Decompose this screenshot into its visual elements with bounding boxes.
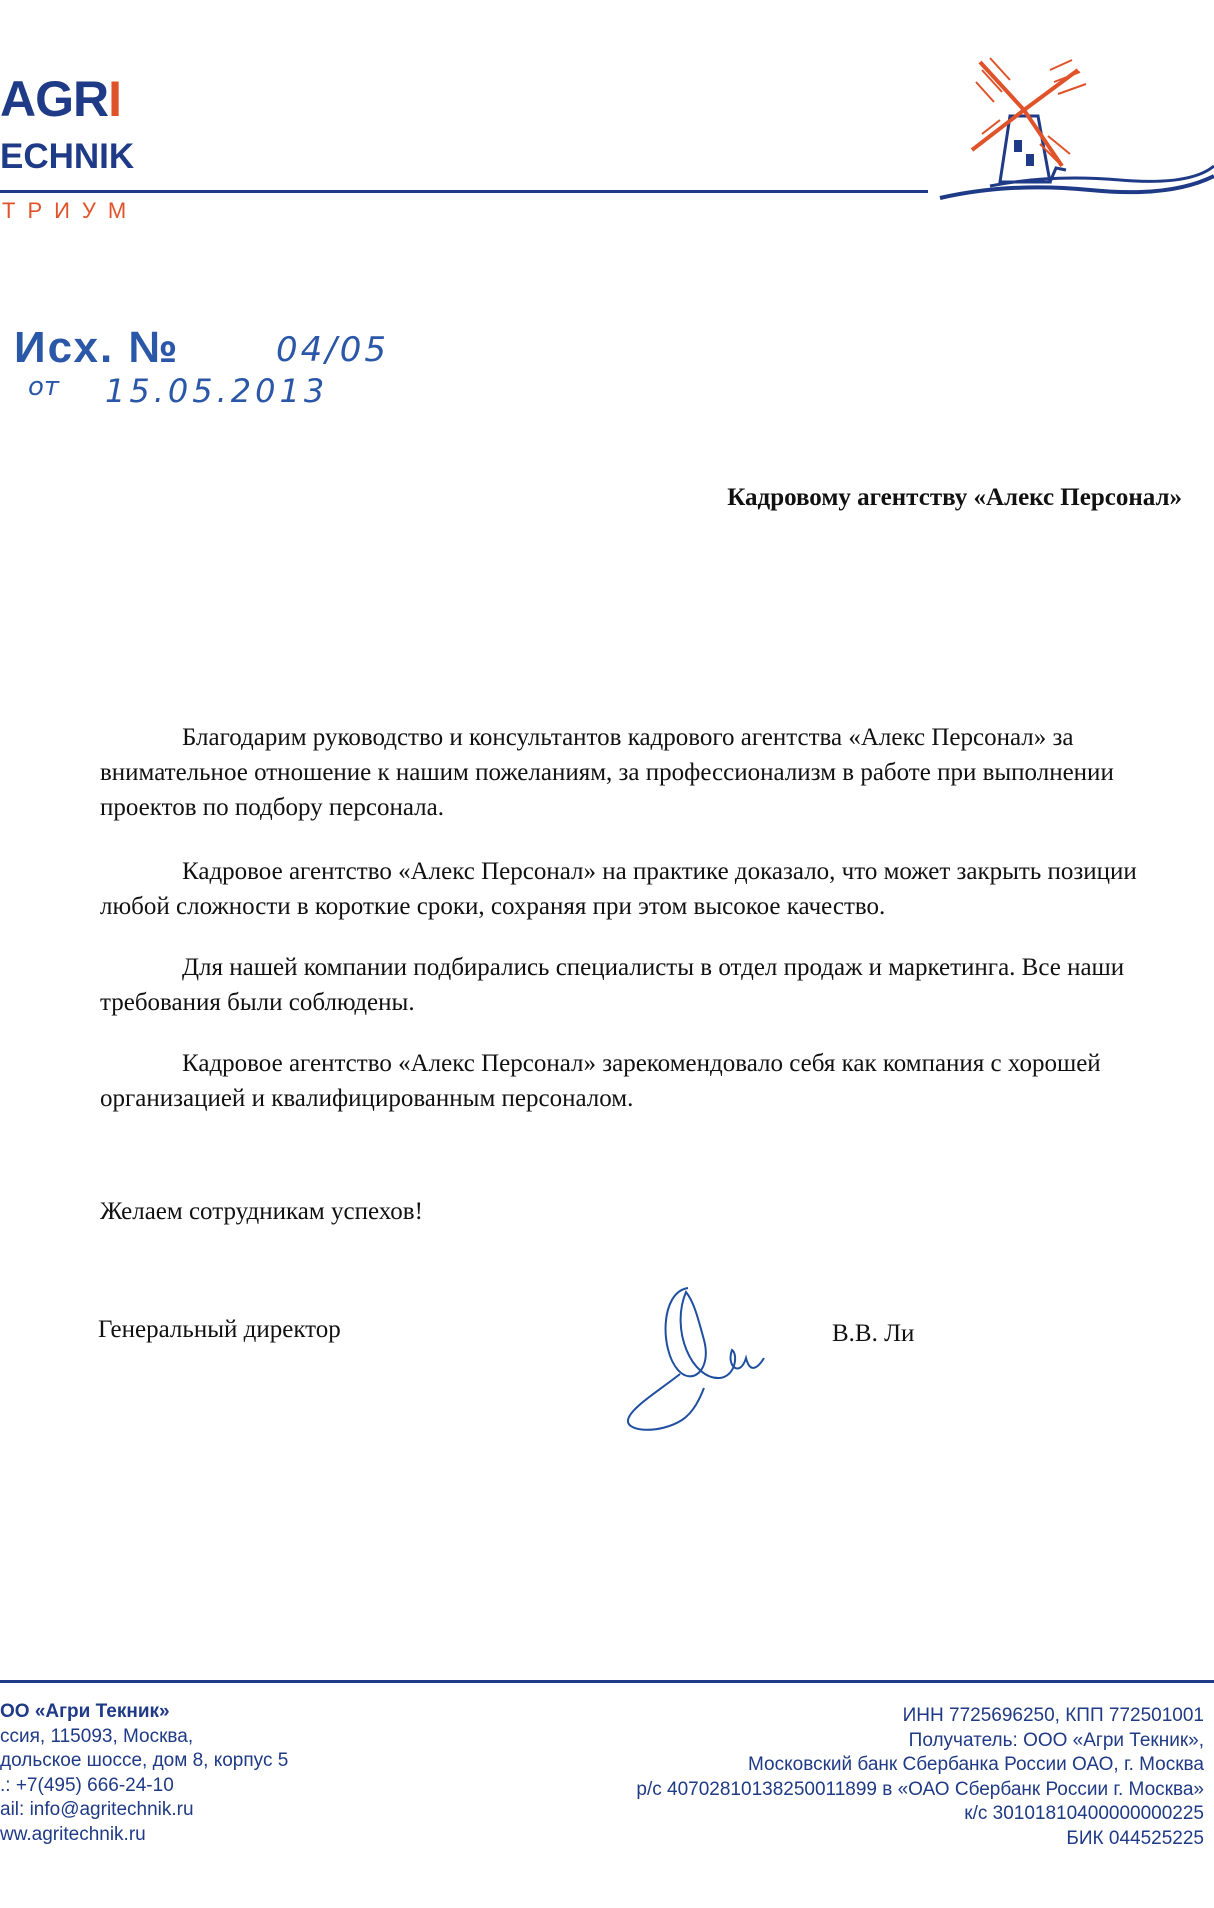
windmill-icon [930, 50, 1214, 210]
closing-wish: Желаем сотрудникам успехов! [100, 1198, 423, 1225]
footer-address-line: дольское шоссе, дом 8, корпус 5 [0, 1750, 289, 1771]
signer-name: В.В. Ли [832, 1320, 915, 1347]
body-paragraph: Кадровое агентство «Алекс Персонал» на практике доказало, что может закрыть позиции любой сложности в короткие сроки, сохраняя при этом высокое качество. [100, 858, 1137, 920]
logo-subtitle: ECHNIK [0, 137, 135, 176]
logo-text-accent: I [108, 71, 122, 127]
body-paragraph: Для нашей компании подбирались специалисты в отдел продаж и маркетинга. Все наши требования были соблюдены. [100, 954, 1125, 1016]
footer-bank: Московский банк Сбербанка России ОАО, г. Москва [748, 1754, 1204, 1775]
company-logo [0, 71, 122, 127]
footer-corr-account: к/с 30101810400000000225 [964, 1803, 1204, 1824]
reference-from-word: от [28, 372, 60, 402]
footer-account: р/с 40702810138250011899 в «ОАО Сбербанк России г. Москва» [636, 1778, 1204, 1800]
footer-email: ail: info@agritechnik.ru [0, 1799, 194, 1820]
footer-address-line: ссия, 115093, Москва, [0, 1725, 194, 1747]
signer-role: Генеральный директор [98, 1316, 341, 1343]
logo-tagline: ТРИУМ [2, 198, 139, 223]
footer-company-name: ОО «Агри Текник» [0, 1701, 170, 1722]
footer-company-info [0, 1700, 288, 1847]
footer-phone: .: +7(495) 666-24-10 [0, 1774, 174, 1796]
reference-date: 15.05.2013 [105, 372, 329, 410]
footer-bik: БИК 044525225 [1066, 1827, 1204, 1849]
reference-number: 04/05 [276, 330, 389, 370]
footer-divider [0, 1680, 1214, 1683]
footer-recipient: Получатель: ООО «Агри Текник», [908, 1729, 1204, 1751]
body-paragraph: Кадровое агентство «Алекс Персонал» зарекомендовало себя как компания с хорошей организацией и квалифицированным персоналом. [100, 1050, 1101, 1112]
header-divider [0, 190, 928, 193]
body-paragraph: Благодарим руководство и консультантов кадрового агентства «Алекс Персонал» за внимательное отношение к нашим пожеланиям, за профессионализм в работе при выполнении проектов по подбору персонала. [100, 724, 1114, 821]
handwritten-signature [620, 1270, 770, 1440]
addressee: Кадровому агентству «Алекс Персонал» [727, 484, 1182, 511]
reference-label: Исх. № [14, 323, 180, 372]
logo-text-main: AGR [0, 71, 109, 127]
footer-website: ww.agritechnik.ru [0, 1823, 146, 1845]
footer-inn-kpp: ИНН 7725696250, КПП 772501001 [902, 1705, 1204, 1726]
footer-bank-details [636, 1704, 1204, 1851]
